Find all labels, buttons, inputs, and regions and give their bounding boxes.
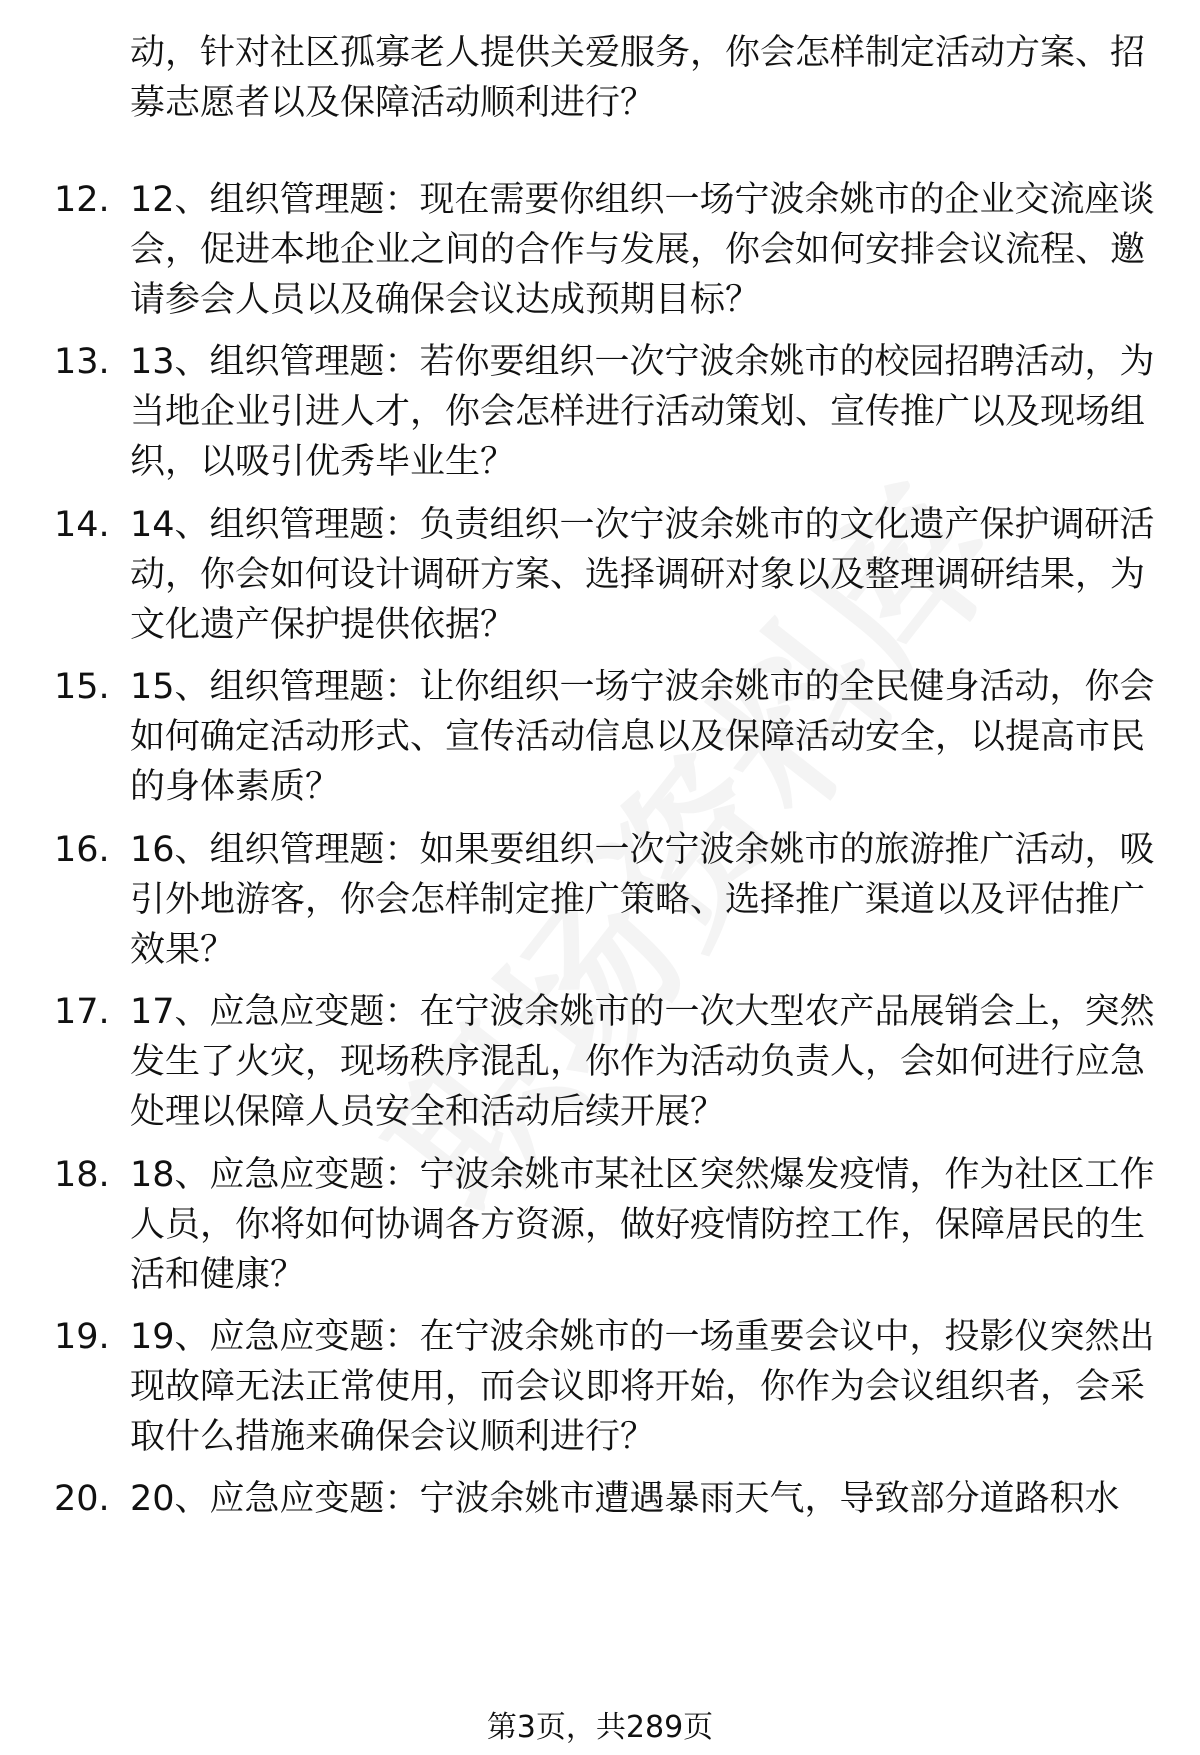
list-item-text: 18、应急应变题：宁波余姚市某社区突然爆发疫情，作为社区工作人员，你将如何协调各方资源，做好疫情防控工作，保障居民的生活和健康？	[130, 1155, 1155, 1295]
list-item-text: 13、组织管理题：若你要组织一次宁波余姚市的校园招聘活动，为当地企业引进人才，你会怎样进行活动策划、宣传推广以及现场组织，以吸引优秀毕业生？	[130, 342, 1155, 482]
list-item-number: 18.	[54, 1155, 110, 1195]
list-item-number: 12.	[54, 180, 110, 220]
list-item-text: 20、应急应变题：宁波余姚市遭遇暴雨天气，导致部分道路积水	[130, 1479, 1120, 1519]
list-item-text: 16、组织管理题：如果要组织一次宁波余姚市的旅游推广活动，吸引外地游客，你会怎样制定推广策略、选择推广渠道以及评估推广效果？	[130, 830, 1155, 970]
list-item-number: 16.	[54, 830, 110, 870]
list-item-text: 14、组织管理题：负责组织一次宁波余姚市的文化遗产保护调研活动，你会如何设计调研方案、选择调研对象以及整理调研结果，为文化遗产保护提供依据？	[130, 505, 1155, 645]
continued-paragraph: 动，针对社区孤寡老人提供关爱服务，你会怎样制定活动方案、招募志愿者以及保障活动顺利进行？	[130, 33, 1146, 123]
page-footer: 第3页，共289页	[486, 1710, 714, 1745]
list-item-number: 15.	[54, 667, 110, 707]
list-item-text: 12、组织管理题：现在需要你组织一场宁波余姚市的企业交流座谈会，促进本地企业之间的合作与发展，你会如何安排会议流程、邀请参会人员以及确保会议达成预期目标？	[130, 180, 1155, 320]
list-item-text: 17、应急应变题：在宁波余姚市的一次大型农产品展销会上，突然发生了火灾，现场秩序混乱，你作为活动负责人，会如何进行应急处理以保障人员安全和活动后续开展？	[130, 992, 1155, 1132]
list-item-number: 19.	[54, 1317, 110, 1357]
list-item-number: 20.	[54, 1479, 110, 1519]
list-item-text: 19、应急应变题：在宁波余姚市的一场重要会议中，投影仪突然出现故障无法正常使用，而会议即将开始，你作为会议组织者，会采取什么措施来确保会议顺利进行？	[130, 1317, 1155, 1457]
list-item-number: 13.	[54, 342, 110, 382]
list-item-text: 15、组织管理题：让你组织一场宁波余姚市的全民健身活动，你会如何确定活动形式、宣传活动信息以及保障活动安全，以提高市民的身体素质？	[130, 667, 1155, 807]
list-item-number: 17.	[54, 992, 110, 1032]
list-item-number: 14.	[54, 505, 110, 545]
